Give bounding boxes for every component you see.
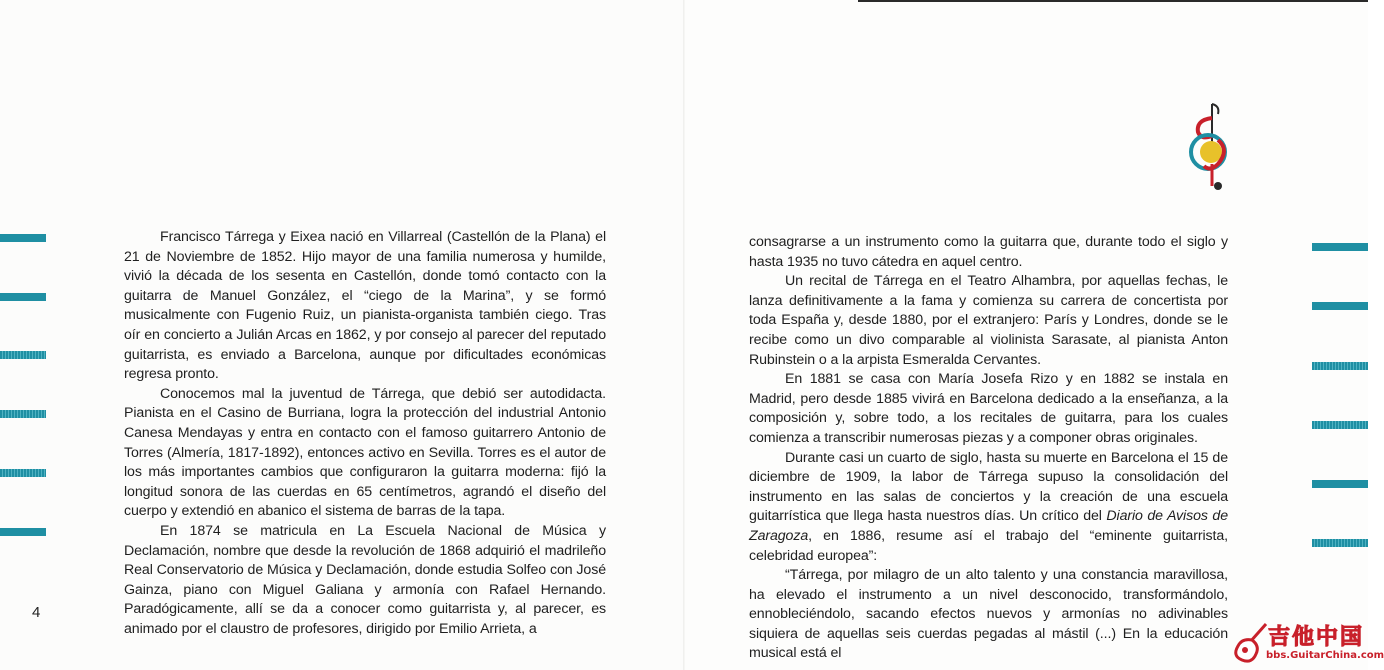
edge-tick (1312, 362, 1368, 370)
edge-tick (0, 293, 46, 301)
watermark-title: 吉他中国 (1268, 625, 1365, 650)
paragraph: Francisco Tárrega y Eixea nació en Villarreal (Castellón de la Plana) el 21 de Noviembre de 1852. Hijo mayor de una familia numerosa y humilde, vivió la década de los sesenta en Castellón, donde tomó contacto con la guitarra de Manuel González, el “ciego de la Marina”, y se formó musicalmente con Fugenio Ruiz, un pianista-organista también ciego. Tras oír en concierto a Julián Arcas en 1862, y por consejo al parecer del reputado guitarrista, es enviado a Barcelona, aunque por dificultades económicas regresa pronto. (124, 229, 606, 383)
edge-tick (1312, 302, 1368, 310)
page-number: 4 (32, 604, 41, 621)
edge-tick (1312, 243, 1368, 251)
edge-tick (1312, 480, 1368, 488)
right-text-column (749, 233, 1228, 664)
watermark (1230, 618, 1384, 668)
edge-tick (0, 234, 46, 242)
edge-tick (1312, 421, 1368, 429)
edge-tick (0, 469, 46, 477)
edge-tick (0, 528, 46, 536)
left-text-column (124, 228, 606, 639)
musical-clef-logo-icon (1182, 100, 1234, 192)
watermark-url: bbs.GuitarChina.com (1266, 650, 1384, 661)
quote: “Tárrega, por milagro de un alto talento y una constancia maravillosa, ha elevado el instrumento a un nivel desconocido, transformándolo, ennobleciéndolo, sacando efectos nuevos y armonías no adivinables siquiera de aquellas seis cuerdas pegadas al mástil (...) En la educación musical está el (749, 567, 1228, 662)
paragraph: consagrarse a un instrumento como la guitarra que, durante todo el siglo y hasta 1935 no tuvo cátedra en aquel centro. (749, 234, 1228, 270)
paragraph (749, 449, 1228, 567)
newspaper-title: Diario de Avisos de Zaragoza (749, 508, 1228, 544)
paragraph: En 1881 se casa con María Josefa Rizo y en 1882 se instala en Madrid, pero desde 1885 vivirá en Barcelona dedicado a la enseñanza, a la composición y, sobre todo, a los recitales de guitarra, para los cuales comienza a transcribir numerosas piezas y a componer obras originales. (749, 371, 1228, 446)
paragraph-text: Durante casi un cuarto de siglo, hasta su muerte en Barcelona el 15 de diciembre de 1909, la labor de Tárrega supuso la consolidación del instrumento en las salas de conciertos y la creación de una escuela guitarrística que llega hasta nuestros días. Un crítico del (749, 449, 1228, 525)
page-spine (683, 0, 685, 670)
edge-tick (0, 410, 46, 418)
top-rule (858, 0, 1368, 2)
paragraph: Conocemos mal la juventud de Tárrega, que debió ser autodidacta. Pianista en el Casino de Burriana, logra la protección del industrial Antonio Canesa Mendayas y entra en contacto con el famoso guitarrero Antonio de Torres (Almería, 1817-1892), entonces activo en Sevilla. Torres es el autor de los más importantes cambios que configuraron la guitarra moderna: fijó la longitud sonora de las cuerdas en 65 centímetros, agrandó el diseño del cuerpo y extendió en abanico el sistema de barras de la tapa. (124, 385, 606, 520)
edge-tick (0, 351, 46, 359)
paragraph: Un recital de Tárrega en el Teatro Alhambra, por aquellas fechas, le lanza definitivamente a la fama y comienza su carrera de concertista por toda España y, desde 1880, por el extranjero: París y Londres, donde se le recibe como un divo comparable al violinista Sarasate, al pianista Anton Rubinstein o a la arpista Esmeralda Cervantes. (749, 273, 1228, 368)
paragraph-text: , en 1886, resume así el trabajo del “eminente guitarrista, celebridad europea”: (749, 527, 1228, 564)
guitar-icon (1230, 620, 1270, 664)
edge-tick (1312, 539, 1368, 547)
paragraph: En 1874 se matricula en La Escuela Nacional de Música y Declamación, nombre que desde la revolución de 1868 adquirió el madrileño Real Conservatorio de Música y Declamación, donde estudia Solfeo con José Gainza, piano con Miguel Galiana y armonía con Rafael Hernando. Paradógicamente, allí se da a conocer como guitarrista y, al parecer, es animado por el claustro de profesores, dirigido por Emilio Arrieta, a (124, 522, 606, 637)
